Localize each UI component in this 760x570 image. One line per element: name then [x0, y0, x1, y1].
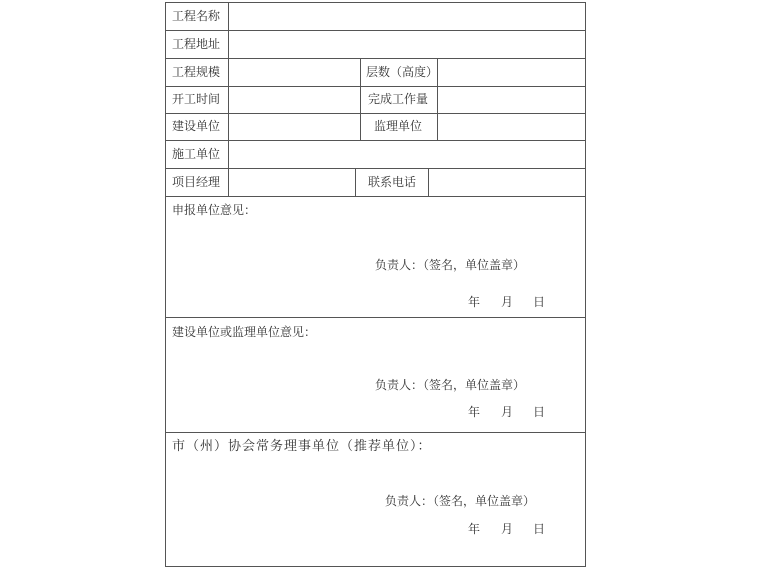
contact-phone-label: 联系电话	[368, 175, 417, 189]
project-address-field[interactable]	[229, 31, 585, 58]
owner-supervisor-opinion-title: 建设单位或监理单位意见：	[172, 325, 317, 339]
supervision-unit-field[interactable]	[438, 114, 585, 140]
owner-supervisor-month-label: 月	[501, 405, 514, 419]
supervision-unit-label: 监理单位	[374, 119, 423, 133]
owner-supervisor-signer-note: 负责人：（签名，单位盖章）	[375, 378, 526, 392]
association-day-label: 日	[533, 522, 546, 536]
association-recommendation-title: 市（州）协会常务理事单位（推荐单位）：	[172, 439, 432, 454]
contact-phone-field[interactable]	[429, 169, 585, 196]
applicant-signer-note: 负责人：（签名，单位盖章）	[375, 258, 526, 272]
builder-unit-field[interactable]	[229, 141, 585, 168]
applicant-month-label: 月	[501, 295, 514, 309]
section-divider	[165, 317, 586, 318]
owner-supervisor-opinion-area[interactable]	[166, 340, 585, 370]
column-divider	[355, 168, 356, 196]
association-signer-note: 负责人：（签名，单位盖章）	[385, 494, 536, 508]
work-completed-field[interactable]	[438, 87, 585, 113]
form-border-right	[585, 2, 586, 567]
association-month-label: 月	[501, 522, 514, 536]
applicant-day-label: 日	[533, 295, 546, 309]
project-manager-field[interactable]	[229, 169, 355, 196]
construction-unit-field[interactable]	[229, 114, 360, 140]
association-opinion-area[interactable]	[166, 457, 585, 487]
floors-height-field[interactable]	[438, 59, 585, 86]
start-time-field[interactable]	[229, 87, 360, 113]
floors-height-label: 层数（高度）	[366, 65, 439, 79]
column-divider	[360, 58, 361, 140]
project-scale-field[interactable]	[229, 59, 360, 86]
project-name-field[interactable]	[229, 3, 585, 30]
association-year-label: 年	[468, 522, 481, 536]
work-completed-label: 完成工作量	[368, 92, 429, 106]
construction-unit-label: 建设单位	[172, 119, 221, 133]
project-manager-label: 项目经理	[172, 175, 221, 189]
owner-supervisor-day-label: 日	[533, 405, 546, 419]
start-time-label: 开工时间	[172, 92, 221, 106]
project-address-label: 工程地址	[172, 37, 221, 51]
builder-unit-label: 施工单位	[172, 147, 221, 161]
applicant-year-label: 年	[468, 295, 481, 309]
applicant-opinion-area[interactable]	[166, 218, 585, 248]
owner-supervisor-year-label: 年	[468, 405, 481, 419]
row-divider	[165, 196, 586, 197]
project-scale-label: 工程规模	[172, 65, 221, 79]
form-border-bottom	[165, 566, 586, 567]
project-name-label: 工程名称	[172, 9, 221, 23]
application-form	[165, 2, 586, 567]
applicant-opinion-title: 申报单位意见：	[172, 203, 257, 217]
section-divider	[165, 432, 586, 433]
